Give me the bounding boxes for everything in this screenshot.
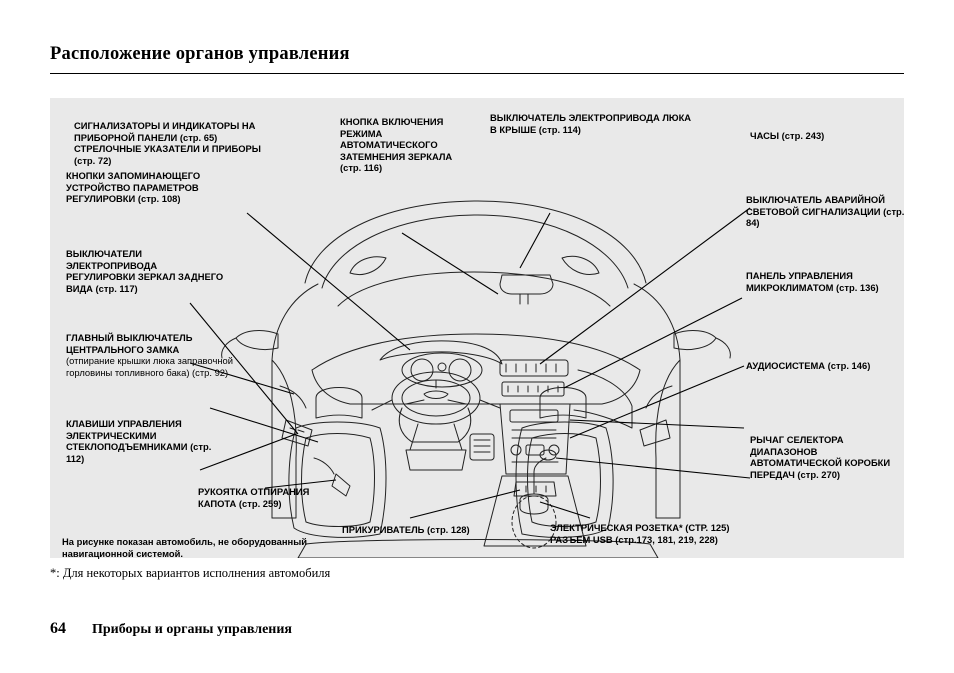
callout-mirror-switches: ВЫКЛЮЧАТЕЛИ ЭЛЕКТРОПРИВОДА РЕГУЛИРОВКИ ЗЕРКАЛ ЗАДНЕГО ВИДА (стр. 117) [66,248,224,294]
figure-panel [50,98,904,558]
figure-illustration [50,98,904,558]
callout-sunroof-switch: ВЫКЛЮЧАТЕЛЬ ЭЛЕКТРОПРИВОДА ЛЮКА В КРЫШЕ (стр. 114) [490,112,692,135]
callout-cigarette-lighter: ПРИКУРИВАТЕЛЬ (стр. 128) [342,524,470,535]
page-number: 64 [50,620,66,637]
callout-clock: ЧАСЫ (стр. 243) [750,130,825,141]
callout-window-switches: КЛАВИШИ УПРАВЛЕНИЯ ЭЛЕКТРИЧЕСКИМИ СТЕКЛОПОДЪЕМНИКАМИ (стр. 112) [66,418,212,464]
callout-auto-dim-mirror: КНОПКА ВКЛЮЧЕНИЯ РЕЖИМА АВТОМАТИЧЕСКОГО ЗАТЕМНЕНИЯ ЗЕРКАЛА (стр. 116) [340,116,453,174]
callout-power-outlet: ЭЛЕКТРИЧЕСКАЯ РОЗЕТКА* (СТР. 125) РАЗЪЕМ USB (стр.173, 181, 219, 228) [550,522,730,545]
page-header [50,44,904,74]
callout-climate-panel: ПАНЕЛЬ УПРАВЛЕНИЯ МИКРОКЛИМАТОМ (стр. 136) [746,270,879,293]
footnote: *: Для некоторых вариантов исполнения автомобиля [50,566,331,580]
callout-indicators: СИГНАЛИЗАТОРЫ И ИНДИКАТОРЫ НА ПРИБОРНОЙ ПАНЕЛИ (стр. 65) СТРЕЛОЧНЫЕ УКАЗАТЕЛИ И ПРИБОРЫ (стр. 72) [74,120,261,166]
page-title: Расположение органов управления [50,44,350,64]
figure-note: На рисунке показан автомобиль, не оборудованный навигационной системой. [62,536,307,559]
header-divider [50,73,904,74]
callout-central-lock-sub: (отпирание крышки люка заправочной горловины топливного бака) (стр. 92) [66,355,233,378]
callout-hood-release: РУКОЯТКА ОТПИРАНИЯ КАПОТА (стр. 259) [198,486,310,509]
page-footer [50,620,292,638]
callout-hazard-switch: ВЫКЛЮЧАТЕЛЬ АВАРИЙНОЙ СВЕТОВОЙ СИГНАЛИЗАЦИИ (стр. 84) [746,194,905,229]
footer-chapter-title: Приборы и органы управления [92,622,292,637]
car-interior-drawing [50,98,904,558]
callout-audio-system: АУДИОСИСТЕМА (стр. 146) [746,360,871,371]
callout-central-lock: ГЛАВНЫЙ ВЫКЛЮЧАТЕЛЬ ЦЕНТРАЛЬНОГО ЗАМКА (отпирание крышки люка заправочной горловины топливного бака) (стр. 92) [66,332,233,378]
callout-memory-buttons: КНОПКИ ЗАПОМИНАЮЩЕГО УСТРОЙСТВО ПАРАМЕТРОВ РЕГУЛИРОВКИ (стр. 108) [66,170,201,205]
callout-gear-selector: РЫЧАГ СЕЛЕКТОРА ДИАПАЗОНОВ АВТОМАТИЧЕСКОЙ КОРОБКИ ПЕРЕДАЧ (стр. 270) [750,434,891,480]
